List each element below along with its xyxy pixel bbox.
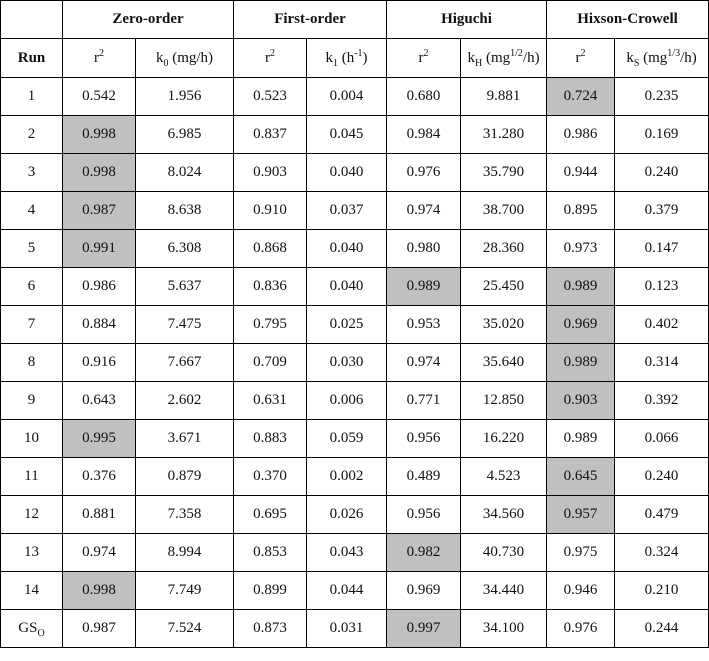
table-cell: 0.044: [307, 572, 387, 610]
subheader-row: [1, 39, 709, 78]
group-header-row: [1, 1, 709, 39]
table-cell: 0.370: [234, 458, 307, 496]
subheader-subscript: H: [474, 57, 483, 69]
table-cell: 38.700: [461, 192, 547, 230]
table-cell-highlighted: 0.998: [63, 572, 136, 610]
table-cell: 0.240: [615, 154, 709, 192]
run-label: 6: [27, 278, 36, 294]
table-cell: 0.868: [234, 230, 307, 268]
table-cell: 0.974: [63, 534, 136, 572]
subheader-symbol: r: [575, 49, 581, 66]
table-cell-highlighted: 0.645: [547, 458, 615, 496]
table-cell: 25.450: [461, 268, 547, 306]
table-cell-highlighted: 0.987: [63, 192, 136, 230]
table-cell: 0.392: [615, 382, 709, 420]
table-cell: 0.883: [234, 420, 307, 458]
run-label: GS: [18, 620, 38, 636]
table-cell: 0.986: [547, 116, 615, 154]
table-cell: 0.037: [307, 192, 387, 230]
run-label: 12: [24, 506, 39, 522]
table-row: [1, 344, 709, 382]
table-cell: 35.790: [461, 154, 547, 192]
table-cell: 0.030: [307, 344, 387, 382]
subheader-symbol: k: [626, 49, 634, 66]
table-cell: 7.667: [136, 344, 234, 382]
table-cell: 0.916: [63, 344, 136, 382]
table-cell-highlighted: 0.957: [547, 496, 615, 534]
table-cell-highlighted: 0.995: [63, 420, 136, 458]
table-body: [1, 78, 709, 648]
table-row: [1, 610, 709, 648]
table-cell: 0.240: [615, 458, 709, 496]
run-label-cell: [1, 534, 63, 572]
subheader-superscript: 2: [423, 47, 429, 59]
run-label: 11: [24, 468, 39, 484]
subheader-subscript: 0: [163, 57, 169, 69]
table-row: [1, 458, 709, 496]
table-row: [1, 268, 709, 306]
table-cell: 0.680: [387, 78, 461, 116]
table-cell-highlighted: 0.989: [387, 268, 461, 306]
table-cell: 0.059: [307, 420, 387, 458]
table-cell: 28.360: [461, 230, 547, 268]
run-label-cell: [1, 192, 63, 230]
group-header-first-order: First-order: [234, 1, 387, 39]
table-cell: 12.850: [461, 382, 547, 420]
table-cell: 0.210: [615, 572, 709, 610]
subheader-unit-end: /h): [680, 49, 697, 66]
table-cell: 8.024: [136, 154, 234, 192]
table-cell: 0.976: [387, 154, 461, 192]
table-cell: 31.280: [461, 116, 547, 154]
table-row: [1, 496, 709, 534]
table-cell: 0.631: [234, 382, 307, 420]
table-cell: 0.031: [307, 610, 387, 648]
table-cell-highlighted: 0.724: [547, 78, 615, 116]
table-cell: 0.004: [307, 78, 387, 116]
corner-cell: [1, 1, 63, 39]
table-cell: 5.637: [136, 268, 234, 306]
table-row: [1, 420, 709, 458]
subheader-unit: (mg/h): [168, 49, 214, 66]
subheader-unit: (mg: [482, 49, 511, 66]
table-row: [1, 192, 709, 230]
table-cell: 0.974: [387, 192, 461, 230]
table-cell: 0.944: [547, 154, 615, 192]
group-header-hixson-crowell: Hixson-Crowell: [547, 1, 709, 39]
group-header-zero-order: Zero-order: [63, 1, 234, 39]
table-row: [1, 230, 709, 268]
subheader-symbol: r: [94, 49, 99, 66]
table-cell: 0.987: [63, 610, 136, 648]
run-label: 1: [27, 88, 36, 104]
group-header-higuchi: Higuchi: [387, 1, 547, 39]
table-cell-highlighted: 0.989: [547, 268, 615, 306]
table-cell: 0.986: [63, 268, 136, 306]
run-label: 13: [24, 544, 39, 560]
table-cell: 0.040: [307, 154, 387, 192]
table-cell: 0.969: [387, 572, 461, 610]
table-cell: 0.066: [615, 420, 709, 458]
subheader-subscript: 1: [332, 57, 338, 69]
subheader-cell: [547, 39, 615, 78]
table-cell: 0.542: [63, 78, 136, 116]
table-cell: 0.836: [234, 268, 307, 306]
table-cell: 0.244: [615, 610, 709, 648]
table-cell: 7.749: [136, 572, 234, 610]
subheader-cell: [387, 39, 461, 78]
table-cell: 7.524: [136, 610, 234, 648]
table-cell: 35.640: [461, 344, 547, 382]
run-label-cell: [1, 572, 63, 610]
table-cell: 34.560: [461, 496, 547, 534]
table-row: [1, 382, 709, 420]
run-label-cell: [1, 154, 63, 192]
subheader-symbol: k: [155, 49, 164, 66]
run-label: 9: [27, 392, 36, 408]
subheader-superscript: 2: [270, 47, 275, 59]
table-cell: 0.976: [547, 610, 615, 648]
run-label: 4: [27, 202, 36, 218]
table-cell: 0.026: [307, 496, 387, 534]
subheader-cell: [461, 39, 547, 78]
table-cell: 0.899: [234, 572, 307, 610]
table-row: [1, 78, 709, 116]
table-cell: 0.946: [547, 572, 615, 610]
subheader-unit-exponent: 1/2: [510, 47, 523, 59]
table-cell: 0.953: [387, 306, 461, 344]
subheader-unit-end: /h): [522, 49, 540, 66]
table-cell: 34.100: [461, 610, 547, 648]
table-cell: 7.358: [136, 496, 234, 534]
table-cell: 0.989: [547, 420, 615, 458]
run-label-subscript: O: [37, 628, 45, 639]
subheader-symbol: r: [265, 49, 270, 66]
table-cell: 0.973: [547, 230, 615, 268]
run-label: 3: [27, 164, 36, 180]
table-cell: 0.695: [234, 496, 307, 534]
table-cell-highlighted: 0.989: [547, 344, 615, 382]
table-cell: 2.602: [136, 382, 234, 420]
table-cell: 0.975: [547, 534, 615, 572]
table-row: [1, 116, 709, 154]
table-cell-highlighted: 0.998: [63, 154, 136, 192]
table-cell: 6.308: [136, 230, 234, 268]
table-cell: 0.402: [615, 306, 709, 344]
subheader-unit: (mg: [639, 49, 668, 66]
subheader-cell: [615, 39, 709, 78]
table-cell: 34.440: [461, 572, 547, 610]
run-label-cell: [1, 382, 63, 420]
table-cell: 0.903: [234, 154, 307, 192]
table-cell: 0.045: [307, 116, 387, 154]
run-label-cell: [1, 230, 63, 268]
run-label-cell: [1, 268, 63, 306]
table-cell: 0.974: [387, 344, 461, 382]
table-cell: 0.523: [234, 78, 307, 116]
table-cell: 0.956: [387, 420, 461, 458]
table-cell: 0.379: [615, 192, 709, 230]
table-cell: 16.220: [461, 420, 547, 458]
table-cell-highlighted: 0.991: [63, 230, 136, 268]
table-cell: 0.881: [63, 496, 136, 534]
table-cell: 0.043: [307, 534, 387, 572]
table-cell-highlighted: 0.903: [547, 382, 615, 420]
table-cell: 0.984: [387, 116, 461, 154]
run-label: 7: [27, 316, 36, 332]
subheader-symbol: k: [325, 49, 333, 66]
table-cell: 0.980: [387, 230, 461, 268]
table-cell: 0.040: [307, 268, 387, 306]
subheader-cell: [136, 39, 234, 78]
table-cell: 0.025: [307, 306, 387, 344]
table-cell: 6.985: [136, 116, 234, 154]
table-cell: 0.169: [615, 116, 709, 154]
table-row: [1, 572, 709, 610]
table-cell: 0.314: [615, 344, 709, 382]
subheader-unit-end: ): [362, 49, 368, 66]
table-cell: 9.881: [461, 78, 547, 116]
table-cell: 0.795: [234, 306, 307, 344]
run-label-cell: [1, 610, 63, 648]
table-cell: 0.910: [234, 192, 307, 230]
table-cell: 0.235: [615, 78, 709, 116]
run-column-header: Run: [1, 39, 63, 78]
table-header: [1, 1, 709, 78]
table-cell: 0.002: [307, 458, 387, 496]
table-cell: 0.006: [307, 382, 387, 420]
subheader-superscript: 2: [99, 47, 104, 59]
table-cell: 0.873: [234, 610, 307, 648]
table-cell-highlighted: 0.997: [387, 610, 461, 648]
table-row: [1, 154, 709, 192]
subheader-cell: [234, 39, 307, 78]
subheader-subscript: S: [633, 57, 640, 69]
table-cell-highlighted: 0.969: [547, 306, 615, 344]
table-cell: 40.730: [461, 534, 547, 572]
run-label: 10: [24, 430, 39, 446]
table-cell: 0.376: [63, 458, 136, 496]
run-label: 2: [27, 126, 36, 142]
subheader-cell: [63, 39, 136, 78]
table-cell: 0.709: [234, 344, 307, 382]
table-cell: 0.489: [387, 458, 461, 496]
table-cell: 35.020: [461, 306, 547, 344]
subheader-superscript: 2: [580, 47, 586, 59]
subheader-unit-exponent: 1/3: [667, 47, 681, 59]
table-cell: 0.884: [63, 306, 136, 344]
run-label-cell: [1, 496, 63, 534]
run-label-cell: [1, 78, 63, 116]
table-cell: 0.324: [615, 534, 709, 572]
table-row: [1, 306, 709, 344]
table-cell: 0.956: [387, 496, 461, 534]
table-cell: 1.956: [136, 78, 234, 116]
run-label-cell: [1, 344, 63, 382]
table-cell: 0.771: [387, 382, 461, 420]
table-cell: 0.040: [307, 230, 387, 268]
table-cell: 0.895: [547, 192, 615, 230]
table-cell: 0.879: [136, 458, 234, 496]
run-label: 14: [24, 582, 39, 598]
table-cell: 0.147: [615, 230, 709, 268]
table-cell-highlighted: 0.982: [387, 534, 461, 572]
run-label-cell: [1, 116, 63, 154]
table-cell: 7.475: [136, 306, 234, 344]
table-cell: 0.837: [234, 116, 307, 154]
table-cell: 0.479: [615, 496, 709, 534]
subheader-symbol: k: [467, 49, 475, 66]
subheader-unit: (h: [337, 49, 355, 66]
subheader-symbol: r: [418, 49, 424, 66]
run-label-cell: [1, 306, 63, 344]
table-cell: 8.638: [136, 192, 234, 230]
run-label-cell: [1, 458, 63, 496]
subheader-unit-exponent: -1: [354, 47, 363, 59]
table-cell: 4.523: [461, 458, 547, 496]
table-cell: 0.643: [63, 382, 136, 420]
run-label-cell: [1, 420, 63, 458]
table-cell: 0.123: [615, 268, 709, 306]
run-label: 8: [27, 354, 36, 370]
run-label: 5: [27, 240, 36, 256]
subheader-cell: [307, 39, 387, 78]
table-cell-highlighted: 0.998: [63, 116, 136, 154]
table-row: [1, 534, 709, 572]
table-cell: 3.671: [136, 420, 234, 458]
table-cell: 8.994: [136, 534, 234, 572]
table-cell: 0.853: [234, 534, 307, 572]
